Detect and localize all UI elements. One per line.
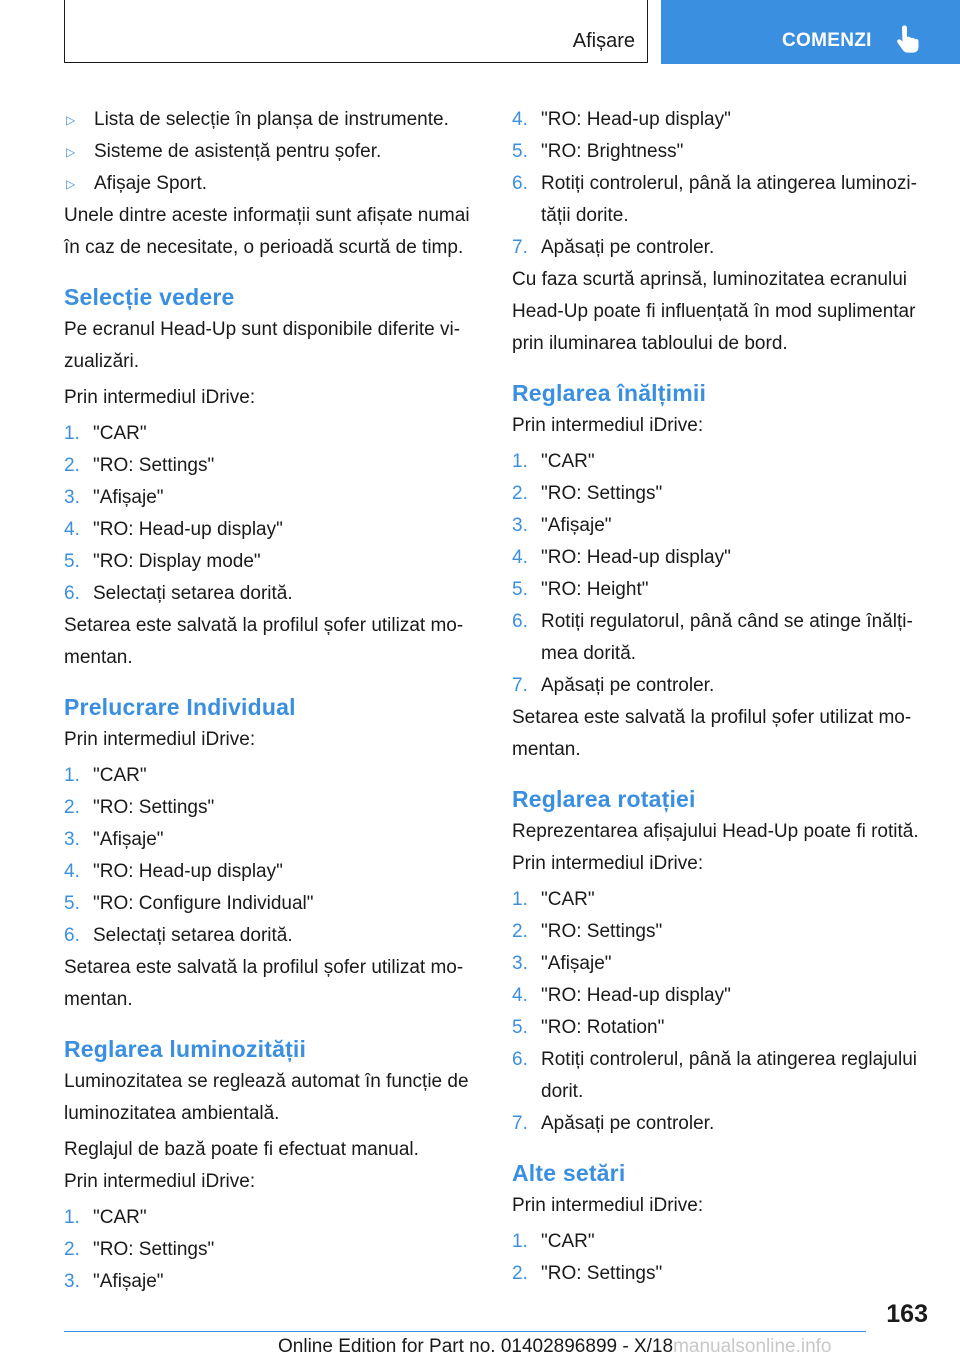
header-section-title: Afișare: [572, 30, 635, 52]
section-heading: Alte setări: [512, 1160, 626, 1186]
footer-edition: Online Edition for Part no. 01402896899 - X/18manualsonline.info: [278, 1336, 832, 1357]
list-item: 1. "CAR": [512, 889, 595, 910]
list-item: 2. "RO: Settings": [64, 797, 215, 818]
list-item: 4. "RO: Head-up display": [64, 519, 283, 540]
list-item: ▷ Afișaje Sport.: [64, 168, 474, 200]
list-item: 3. "Afișaje": [64, 487, 164, 508]
list-item: 2. "RO: Settings": [64, 455, 215, 476]
paragraph: Setarea este salvată la profilul șofer utilizat momentan.: [512, 707, 912, 760]
list-item: 6. Rotiți controlerul, până la atingerea reglajului dorit.: [512, 1049, 918, 1102]
list-item: 3. "Afișaje": [512, 515, 612, 536]
list-item: 4. "RO: Head-up display": [512, 985, 731, 1006]
list-item: 2. "RO: Settings": [512, 1263, 663, 1284]
list-item: 5. "RO: Configure Individual": [64, 893, 314, 914]
right-column: [512, 104, 924, 1290]
section-heading: Selecție vedere: [64, 284, 235, 310]
paragraph: Prin intermediul iDrive:: [512, 853, 704, 874]
list-item: 5. "RO: Height": [512, 579, 649, 600]
list-item: 6. Selectați setarea dorită.: [64, 583, 293, 604]
list-item: 4. "RO: Head-up display": [64, 861, 283, 882]
list-item: 7. Apăsați pe controler.: [512, 1113, 715, 1134]
section-heading: Reglarea înălțimii: [512, 380, 707, 406]
triangle-bullet-icon: ▷: [66, 113, 76, 127]
paragraph: Reglajul de bază poate fi efectuat manual.: [64, 1139, 419, 1160]
header-tab-label: COMENZI: [782, 30, 872, 51]
paragraph: Prin intermediul iDrive:: [512, 415, 704, 436]
page-number: 163: [886, 1300, 928, 1328]
list-item: 2. "RO: Settings": [64, 1239, 215, 1260]
list-item: 7. Apăsați pe controler.: [512, 237, 715, 258]
list-item: 6. Selectați setarea dorită.: [64, 925, 293, 946]
list-item: 1. "CAR": [64, 765, 147, 786]
paragraph: Luminozitatea se reglează automat în funcție de luminozitatea ambientală.: [64, 1071, 469, 1124]
paragraph: Setarea este salvată la profilul șofer utilizat momentan.: [64, 957, 464, 1010]
list-item: 1. "CAR": [64, 423, 147, 444]
hand-pointer-icon: [893, 24, 923, 54]
section-heading: Reglarea rotației: [512, 786, 696, 812]
paragraph: Pe ecranul Head-Up sunt disponibile diferite vizualizări.: [64, 319, 461, 372]
list-item: 5. "RO: Brightness": [512, 141, 684, 162]
list-item: 1. "CAR": [512, 1231, 595, 1252]
header-frame: [64, 0, 648, 63]
left-column: [64, 104, 474, 1298]
section-heading: Prelucrare Individual: [64, 694, 296, 720]
list-item: 2. "RO: Settings": [512, 921, 663, 942]
paragraph: Prin intermediul iDrive:: [512, 1195, 704, 1216]
paragraph: Prin intermediul iDrive:: [64, 729, 256, 750]
triangle-bullet-icon: ▷: [66, 177, 76, 191]
list-item: 3. "Afișaje": [512, 953, 612, 974]
paragraph: Cu faza scurtă aprinsă, luminozitatea ecranului Head-Up poate fi influențată în mod suplimentar prin iluminarea tabloului de bord.: [512, 269, 916, 354]
list-item: ▷ Sisteme de asistență pentru șofer.: [64, 136, 474, 168]
paragraph: Setarea este salvată la profilul șofer utilizat momentan.: [64, 615, 464, 668]
list-item: 3. "Afișaje": [64, 1271, 164, 1292]
list-item: 5. "RO: Rotation": [512, 1017, 665, 1038]
section-heading: Reglarea luminozității: [64, 1036, 307, 1062]
header-tab-comenzi[interactable]: [661, 0, 960, 64]
list-item: 3. "Afișaje": [64, 829, 164, 850]
list-item: 2. "RO: Settings": [512, 483, 663, 504]
list-item: 1. "CAR": [64, 1207, 147, 1228]
list-item: 4. "RO: Head-up display": [512, 547, 731, 568]
paragraph: Reprezentarea afișajului Head-Up poate fi rotită.: [512, 821, 919, 842]
paragraph: Unele dintre aceste informații sunt afișate numai în caz de necesitate, o perioadă scurtă de timp.: [64, 205, 470, 258]
list-item: 7. Apăsați pe controler.: [512, 675, 715, 696]
footer-divider: [64, 1331, 866, 1332]
watermark: manualsonline.info: [673, 1336, 832, 1357]
paragraph: Prin intermediul iDrive:: [64, 387, 256, 408]
list-item: ▷ Lista de selecție în planșa de instrumente.: [64, 104, 474, 136]
list-item: 6. Rotiți regulatorul, până când se atinge înălțimea dorită.: [512, 611, 913, 664]
list-item: 5. "RO: Display mode": [64, 551, 261, 572]
paragraph: Prin intermediul iDrive:: [64, 1171, 256, 1192]
list-item: 6. Rotiți controlerul, până la atingerea luminozității dorite.: [512, 173, 917, 226]
list-item: 4. "RO: Head-up display": [512, 109, 731, 130]
triangle-bullet-icon: ▷: [66, 145, 76, 159]
list-item: 1. "CAR": [512, 451, 595, 472]
